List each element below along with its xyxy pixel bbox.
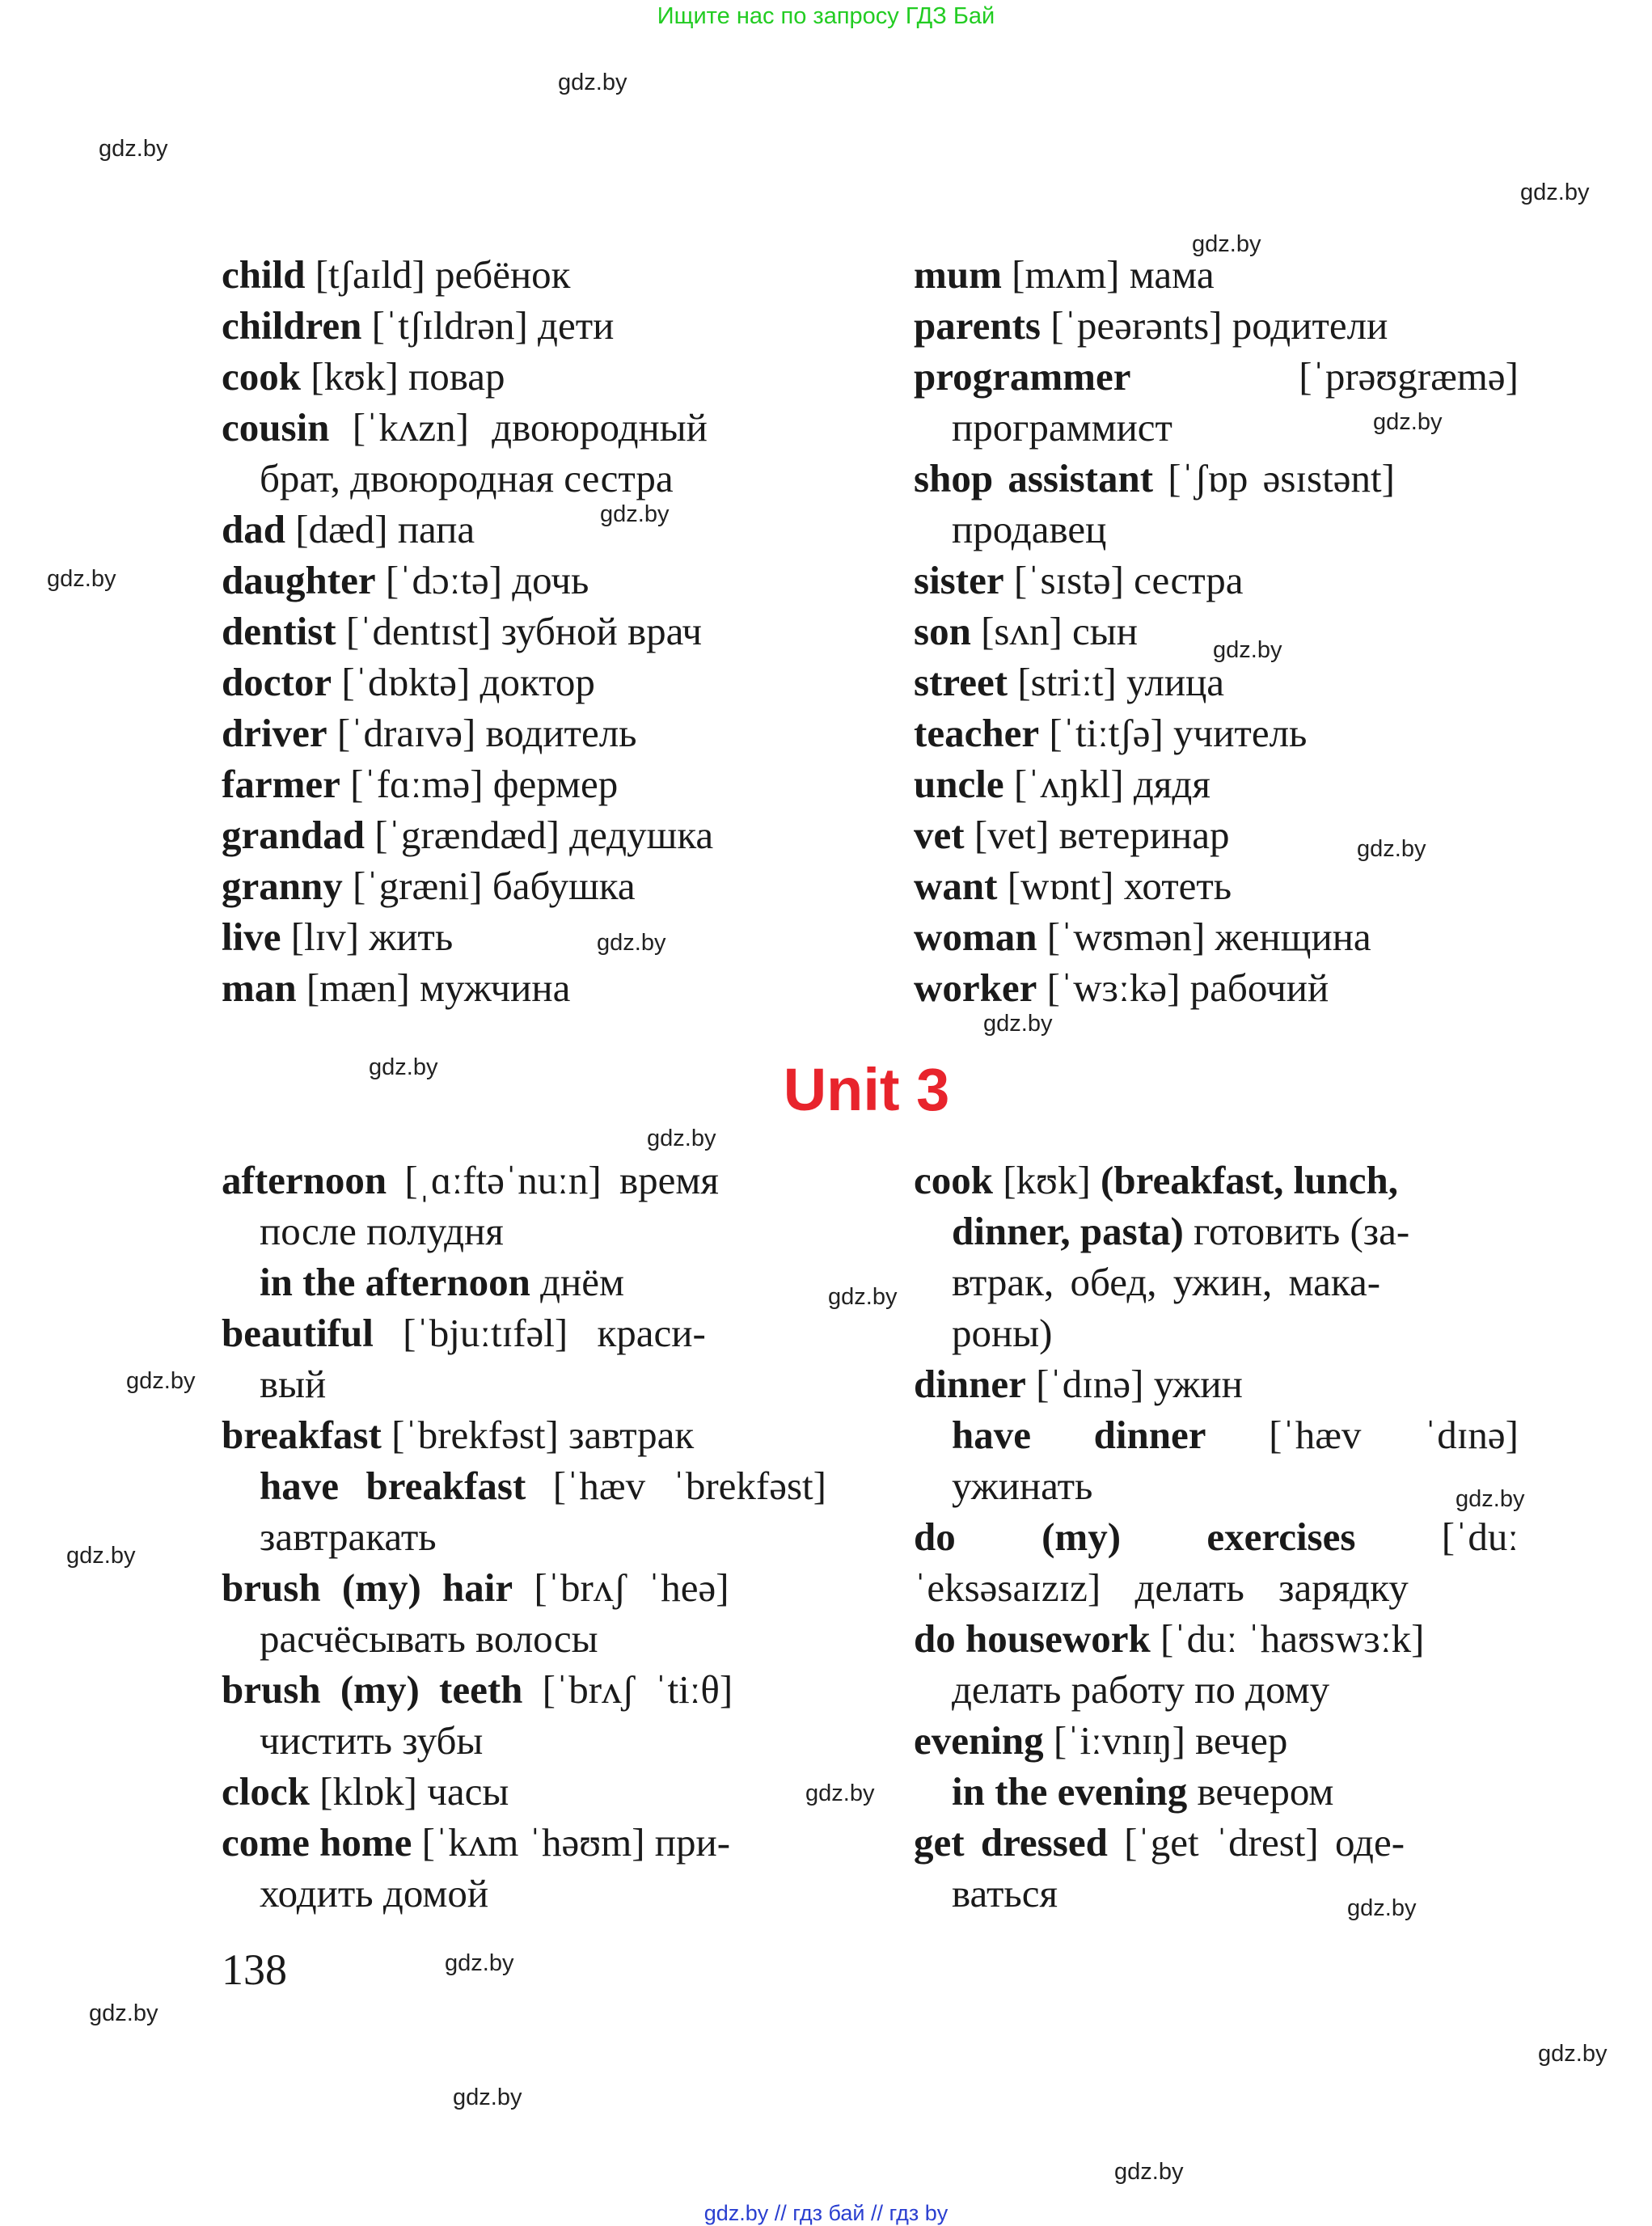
watermark: gdz.by	[126, 1368, 196, 1394]
entry-text: [kʊk] повар	[301, 354, 505, 399]
top-banner[interactable]: Ищите нас по запросу ГДЗ Бай	[657, 3, 995, 29]
watermark: gdz.by	[647, 1126, 716, 1151]
entry-text: [ˈbrʌʃ ˈtiːθ]	[522, 1667, 733, 1712]
vocab-entry	[222, 300, 826, 351]
headword: brush (my) hair	[222, 1565, 513, 1610]
headword: farmer	[222, 762, 340, 806]
entry-text: [striːt] улица	[1008, 660, 1225, 704]
entry-text: [ˈprəʊgræmə]	[1299, 354, 1519, 399]
watermark: gdz.by	[89, 2000, 158, 2026]
entry-continuation: брат, двоюродная сестра	[260, 456, 674, 501]
vocab-entry	[914, 758, 1519, 809]
headword: woman	[914, 914, 1037, 959]
entry-text: [vet] ветеринар	[964, 813, 1230, 857]
vocab-entry	[914, 1358, 1519, 1409]
entry-continuation: ваться	[952, 1871, 1058, 1916]
entry-text: [ˈwʊmən] женщина	[1037, 914, 1371, 959]
headword: in the afternoon	[260, 1260, 530, 1304]
vocab-entry	[222, 249, 826, 300]
entry-continuation	[914, 1206, 1519, 1257]
entry-text: [ˈget ˈdrest] оде-	[1107, 1820, 1405, 1865]
headword: live	[222, 914, 281, 959]
vocab-entry	[222, 708, 826, 758]
watermark: gdz.by	[1373, 409, 1443, 435]
headword: dad	[222, 507, 286, 551]
entry-text: [sʌn] сын	[970, 609, 1138, 653]
vocab-entry	[914, 351, 1519, 402]
watermark: gdz.by	[1538, 2041, 1608, 2067]
vocab-entry	[222, 962, 826, 1013]
entry-text: [klɒk] часы	[309, 1769, 509, 1814]
vocab-entry	[914, 962, 1519, 1013]
watermark: gdz.by	[1520, 180, 1590, 205]
entry-continuation: после полудня	[260, 1209, 504, 1253]
headword: driver	[222, 711, 327, 755]
vocab-entry	[222, 809, 826, 860]
headword: son	[914, 609, 971, 653]
entry-text: [ˈbrʌʃ ˈheə]	[513, 1565, 729, 1610]
unit-heading: Unit 3	[783, 1056, 950, 1123]
headword: evening	[914, 1718, 1044, 1763]
entry-text: [ˈgrændæd] дедушка	[365, 813, 714, 857]
entry-text: [lɪv] жить	[281, 914, 454, 959]
headword: man	[222, 965, 297, 1010]
entry-text: [ˈgræni] бабушка	[342, 864, 636, 908]
watermark: gdz.by	[1456, 1486, 1525, 1512]
headword: brush (my) teeth	[222, 1667, 523, 1712]
watermark: gdz.by	[445, 1950, 514, 1976]
headword: afternoon	[222, 1158, 387, 1202]
vocab-entry	[222, 1409, 826, 1460]
headword-objects: (breakfast, lunch,	[1090, 1158, 1399, 1202]
headword: cook	[222, 354, 301, 399]
vocab-entry	[222, 606, 826, 657]
vocab-entry	[914, 1817, 1519, 1868]
watermark: gdz.by	[983, 1011, 1053, 1037]
headword: come home	[222, 1820, 412, 1865]
headword: have dinner	[952, 1413, 1206, 1457]
vocab-entry	[222, 1155, 826, 1206]
entry-text: [ˈbjuːtɪfəl] краси-	[373, 1311, 706, 1355]
entry-text: [ˈhæv ˈbrekfəst] завтракать	[260, 1464, 826, 1559]
headword: want	[914, 864, 998, 908]
entry-text: [dæd] папа	[285, 507, 475, 551]
entry-text: [ˈwɜːkə] рабочий	[1037, 965, 1329, 1010]
headword-objects: dinner, pasta)	[952, 1209, 1184, 1253]
entry-text: [tʃaɪld] ребёнок	[305, 252, 571, 297]
headword: do housework	[914, 1616, 1151, 1661]
vocab-entry	[914, 606, 1519, 657]
headword: dinner	[914, 1362, 1026, 1406]
vocab-entry	[914, 708, 1519, 758]
watermark: gdz.by	[597, 930, 666, 956]
watermark: gdz.by	[1347, 1895, 1417, 1921]
vocab-entry	[914, 1715, 1519, 1766]
headword: granny	[222, 864, 343, 908]
vocab-subentry	[952, 1409, 1519, 1511]
vocab-entry	[914, 555, 1519, 606]
vocab-entry	[222, 402, 826, 453]
vocab-column-1-left	[222, 249, 826, 1013]
watermark: gdz.by	[558, 70, 627, 95]
page-number: 138	[222, 1945, 287, 1994]
entry-text: [ˈʃɒp əsɪstənt]	[1153, 456, 1395, 501]
vocab-entry	[914, 911, 1519, 962]
watermark: gdz.by	[369, 1054, 438, 1080]
entry-text: [ˈhæv ˈdɪnə] ужинать	[952, 1413, 1519, 1508]
headword: children	[222, 303, 362, 348]
headword: cook	[914, 1158, 993, 1202]
entry-text: [ˈdɪnə] ужин	[1025, 1362, 1243, 1406]
entry-text: днём	[530, 1260, 624, 1304]
watermark: gdz.by	[453, 2084, 522, 2110]
headword: clock	[222, 1769, 310, 1814]
vocab-entry	[222, 1307, 826, 1358]
entry-text: [ˈdentɪst] зубной врач	[336, 609, 703, 653]
headword: programmer	[914, 354, 1131, 399]
headword: in the evening	[952, 1769, 1188, 1814]
vocab-entry	[222, 504, 826, 555]
vocab-entry	[914, 809, 1519, 860]
entry-text: [ˈdɒktə] доктор	[332, 660, 595, 704]
entry-text: [ˈdraɪvə] водитель	[327, 711, 637, 755]
entry-text: [ˈpeərənts] родители	[1041, 303, 1388, 348]
headword: get dressed	[914, 1820, 1108, 1865]
entry-text: [kʊk]	[993, 1158, 1091, 1202]
entry-continuation: продавец	[952, 507, 1107, 551]
entry-text: [ˈiːvnɪŋ] вечер	[1043, 1718, 1288, 1763]
watermark: gdz.by	[66, 1543, 136, 1569]
headword: worker	[914, 965, 1037, 1010]
entry-text: [wɒnt] хотеть	[997, 864, 1232, 908]
entry-text: готовить (за-	[1183, 1209, 1410, 1253]
vocab-entry	[222, 911, 826, 962]
watermark: gdz.by	[600, 501, 670, 527]
entry-continuation: вый	[260, 1362, 327, 1406]
headword: sister	[914, 558, 1004, 602]
vocab-entry	[914, 249, 1519, 300]
watermark: gdz.by	[1213, 637, 1282, 663]
entry-continuation: делать работу по дому	[952, 1667, 1330, 1712]
vocab-subentry	[222, 1257, 826, 1307]
entry-text: вечером	[1187, 1769, 1334, 1814]
headword: mum	[914, 252, 1002, 297]
watermark: gdz.by	[1192, 231, 1261, 257]
entry-continuation: роны)	[952, 1311, 1053, 1355]
vocab-subentry	[914, 1766, 1519, 1817]
headword: vet	[914, 813, 965, 857]
entry-continuation: чистить зубы	[260, 1718, 484, 1763]
entry-text: [ˈkʌzn] двоюродный	[329, 405, 708, 450]
entry-text: [ˈdɔːtə] дочь	[375, 558, 589, 602]
headword: child	[222, 252, 306, 297]
entry-text: [ˈʌŋkl] дядя	[1003, 762, 1210, 806]
vocab-entry	[222, 351, 826, 402]
entry-continuation: расчёсывать волосы	[260, 1616, 598, 1661]
headword: doctor	[222, 660, 332, 704]
vocab-entry	[914, 860, 1519, 911]
vocab-entry	[914, 657, 1519, 708]
headword: street	[914, 660, 1008, 704]
vocab-entry	[222, 1562, 826, 1613]
headword: grandad	[222, 813, 365, 857]
entry-text: [ˈbrekfəst] завтрак	[381, 1413, 695, 1457]
vocab-entry	[222, 1817, 826, 1868]
headword: parents	[914, 303, 1041, 348]
headword: beautiful	[222, 1311, 374, 1355]
entry-continuation: ходить домой	[260, 1871, 489, 1916]
entry-text: [ˈtiːtʃə] учитель	[1039, 711, 1308, 755]
watermark: gdz.by	[1114, 2159, 1184, 2185]
vocab-entry	[222, 657, 826, 708]
watermark: gdz.by	[99, 136, 168, 162]
entry-text: [mæn] мужчина	[296, 965, 571, 1010]
headword: cousin	[222, 405, 330, 450]
headword: daughter	[222, 558, 376, 602]
entry-text: [mʌm] мама	[1001, 252, 1215, 297]
vocab-entry	[222, 1664, 826, 1715]
entry-text: [ˌɑːftəˈnuːn] время	[387, 1158, 719, 1202]
vocab-subentry	[260, 1460, 826, 1562]
headword: have breakfast	[260, 1464, 526, 1508]
entry-text: [ˈsɪstə] сестра	[1003, 558, 1244, 602]
vocab-column-2-left	[222, 1155, 826, 1919]
entry-text: [ˈkʌm ˈhəʊm] при-	[412, 1820, 731, 1865]
entry-continuation: втрак, обед, ужин, мака-	[952, 1260, 1381, 1304]
vocab-entry	[222, 555, 826, 606]
headword: dentist	[222, 609, 336, 653]
headword: shop assistant	[914, 456, 1154, 501]
watermark: gdz.by	[1357, 836, 1426, 862]
vocab-entry	[914, 453, 1519, 504]
entry-text: [ˈduː ˈhaʊswɜːk]	[1150, 1616, 1425, 1661]
headword: teacher	[914, 711, 1040, 755]
headword: breakfast	[222, 1413, 382, 1457]
vocab-column-2-right	[914, 1155, 1519, 1919]
vocab-entry	[914, 300, 1519, 351]
entry-continuation: программист	[952, 405, 1172, 450]
vocab-entry	[222, 758, 826, 809]
vocab-entry	[222, 1766, 826, 1817]
watermark: gdz.by	[828, 1284, 898, 1310]
vocab-entry	[914, 1613, 1519, 1664]
vocab-entry	[222, 860, 826, 911]
watermark: gdz.by	[805, 1780, 875, 1806]
vocab-entry	[914, 1155, 1519, 1206]
headword: uncle	[914, 762, 1004, 806]
entry-text: [ˈtʃɪldrən] дети	[361, 303, 615, 348]
headword: do (my) exercises	[914, 1514, 1356, 1559]
vocab-column-1-right	[914, 249, 1519, 1013]
vocab-entry	[914, 1511, 1519, 1613]
entry-text: [ˈduː ˈeksəsaɪzɪz] делать зарядку	[914, 1514, 1519, 1610]
bottom-banner[interactable]: gdz.by // гдз бай // гдз by	[703, 2201, 949, 2225]
entry-text: [ˈfɑːmə] фермер	[340, 762, 619, 806]
watermark: gdz.by	[47, 566, 116, 592]
